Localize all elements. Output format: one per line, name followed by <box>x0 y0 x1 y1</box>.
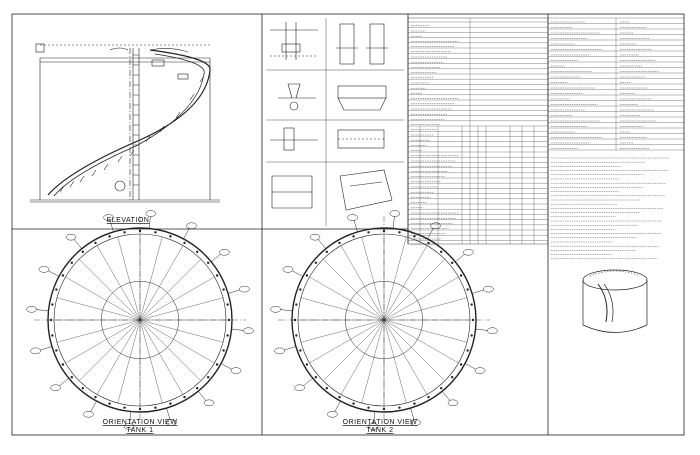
sheet-frame <box>12 14 684 435</box>
orientation-view-tank-1 <box>27 211 254 430</box>
detail-sketches <box>266 18 404 226</box>
orientation-view-title-2: ORIENTATION VIEW <box>342 419 418 426</box>
elevation-view <box>30 44 220 202</box>
elevation-title: ELEVATION <box>106 217 150 224</box>
orientation-view-title-1: ORIENTATION VIEW <box>102 419 178 426</box>
data-sheet-table <box>408 18 548 244</box>
orientation-view-tank-2 <box>271 211 498 430</box>
tank-isometric-sketch <box>583 270 647 333</box>
tank-2-title: TANK 2 <box>366 427 394 434</box>
general-notes-column <box>548 18 684 259</box>
tank-1-title: TANK 1 <box>126 427 154 434</box>
